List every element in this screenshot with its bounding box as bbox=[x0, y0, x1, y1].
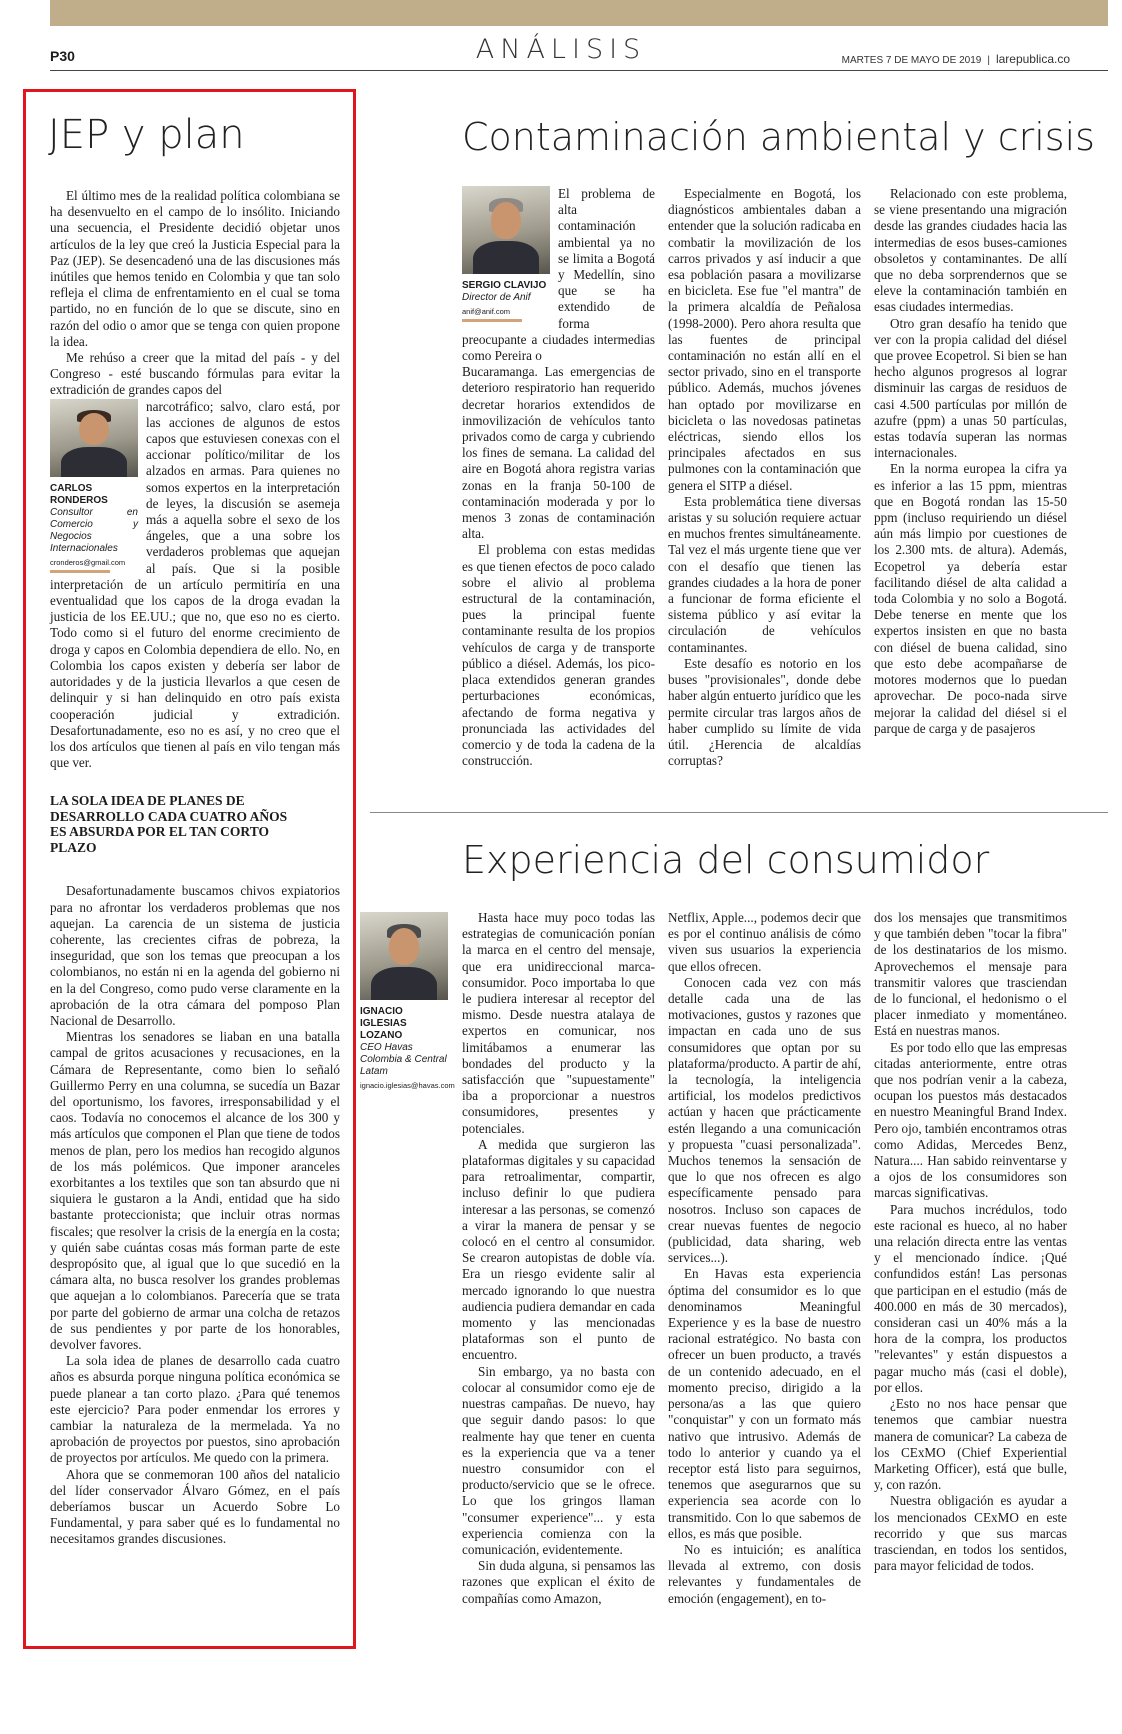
paragraph: En Havas esta experiencia óptima del consumidor es lo que denominamos Meaningful Experience y es la base de nuestro racional estratégico. No basta con ofrecer un buen producto, a través de un contenido adecuado, en el momento preciso, dirigido a la persona/as a las que quiero "conquistar" y con un formato más nativo que intrusivo. Además de todo lo anterior y cuando ya el receptor está listo para seguirnos, tenemos que asegurarnos que su experiencia sea acorde con lo transmitido. Con lo que sabemos de ellos, es más que posible. bbox=[668, 1266, 861, 1541]
paragraph: En la norma europea la cifra ya es inferior a las 15 ppm, mientras que en Bogotá rondan las 15-50 ppm (incluso requiriendo un diésel aún más limpio por cuestiones de los 2.300 mts. de altura). Además, Ecopetrol ya debería estar facilitando diésel de alta calidad a toda Colombia y no solo a Bogotá. Debe tenerse en mente que los expertos insisten en que no basta con diésel de buena calidad, sino que esto debe acompañarse de motores modernos que lo puedan aprovechar. De poco-nada sirve mejorar la calidad del diésel si el parque de carga y de pasajeros bbox=[874, 461, 1067, 736]
section-title: ANÁLISIS bbox=[475, 34, 647, 65]
paragraph: Especialmente en Bogotá, los diagnósticos ambientales daban a entender que la solución radicaba en combatir la movilización de los carros privados y así inducir a que esa población pasara a movilizarse en bicicleta. Ese fue "el mantra" de la primera alcaldía de Peñalosa (1998-2000). Pero ahora resulta que las fuentes de principal contaminación no están allí en el sector privado, sino en el transporte público. Además, muchos jóvenes han optado por movilizarse en bicicleta o las novedosas patinetas eléctricas, siendo ellos los principales afectados en sus pulmones con la contaminación que genera el SITP a diésel. bbox=[668, 186, 861, 493]
paragraph: Hasta hace muy poco todas las estrategias de comunicación ponían la marca en el centro del mensaje, que era unidireccional marca-consumidor. Poco importaba lo que le pudiera interesar al receptor del mismo. Desde nuestra atalaya de expertos en comunicar, nos limitábamos a enumerar las bondades del producto y la satisfacción que "supuestamente" iba a proporcionar a nuestros consumidores, presentes y potenciales. bbox=[462, 910, 655, 1136]
paragraph: Sin embargo, ya no basta con colocar al consumidor como eje de nuestras campañas. De nuevo, hay que seguir dando pasos: lo que realmente hay que tener en cuenta es la experiencia que va a tener nuestro consumidor con el producto/servicio que se le ofrece. Lo que los gringos llaman "consumer experience"... y esta experiencia comienza con la comunicación, evidentemente. bbox=[462, 1363, 655, 1557]
column-jep bbox=[50, 188, 340, 1548]
paragraph: Relacionado con este problema, se viene presentando una migración desde las grandes ciudades hacia las intermedias de esos buses-camiones obsoletos y contaminantes. De allí que no deba sorprendernos que se eleve la contaminación también en esas ciudades intermedias. bbox=[874, 186, 1067, 315]
author-role: CEO Havas Colombia & Central Latam bbox=[360, 1042, 447, 1077]
author-role: Consultor en Comercio y Negocios Internacionales bbox=[50, 506, 138, 554]
headline-experiencia: Experiencia del consumidor bbox=[462, 838, 990, 882]
author-photo bbox=[50, 399, 138, 477]
column-contaminacion-1 bbox=[462, 186, 655, 769]
paragraph: Para muchos incrédulos, todo este racional es hueco, al no haber una relación directa entre las ventas y el mencionado índice. ¡Qué confundidos están! Las personas que participan en el estudio (más de 400.000 en más de 30 mercados), consideran casi un 40% más a la hora de la compra, los productos "relevantes" y están dispuestos a pagar mucho más (casi el doble), por ellos. bbox=[874, 1201, 1067, 1395]
author-photo bbox=[360, 912, 448, 1000]
paragraph: El último mes de la realidad política colombiana se ha desenvuelto en el campo de lo insólito. Iniciando una secuencia, el Presidente decidió objetar unos artículos de la ley que creó la Justicia Especial para la Paz (JEP). Se desencadenó una de las discusiones más inútiles que hemos tenido en Colombia y que tan solo refleja el clima de enfrentamiento en el cual se toma partido, no en función de lo que se discute, sino en razón del odio o amor que se tenga con quien propone la idea. bbox=[50, 188, 340, 349]
paragraph: Conocen cada vez con más detalle cada una de las motivaciones, gustos y razones que impactan en cada uno de sus consumidores que optan por su plataforma/producto. A partir de ahí, la tecnología, la inteligencia artificial, los modelos predictivos actúan y hacen que prácticamente estén llegando a una comunicación y propuesta "cuasi personalizada". Muchos tenemos la sensación de que lo que nos ofrecen es algo específicamente pensado para nosotros. Incluso son capaces de crear nuevas fuentes de negocio (publicidad, data sharing, web services...). bbox=[668, 974, 861, 1266]
column-contaminacion-2 bbox=[668, 186, 861, 769]
paragraph: La sola idea de planes de desarrollo cada cuatro años es absurda porque ninguna política económica se puede planear a tan corto plazo. ¿Para qué tenemos este ejercicio? Para poder enmendar los errores y cambiar la naturaleza de la mermelada. Ya no aprobación de proyectos por puestos, sino aprobación de proyectos por artículos. Me quedo con la primera. bbox=[50, 1353, 340, 1466]
paragraph: A medida que surgieron las plataformas digitales y su capacidad para retroalimentar, compartir, incluso definir lo que pudiera interesar a las personas, se comenzó a virar la manera de pensar y se colocó en el centro al consumidor. Se crearon autopistas de doble vía. Era un riesgo evidente salir al mercado ignorando lo que nuestra audiencia pudiera demandar en cada momento y las mencionadas plataformas son el punto de encuentro. bbox=[462, 1136, 655, 1363]
paragraph: Nuestra obligación es ayudar a los mencionados CExMO en este recorrido y que sus marcas trasciendan, en todos los sentidos, para mayor felicidad de todos. bbox=[874, 1493, 1067, 1574]
paragraph: narcotráfico; salvo, claro está, por las acciones de algunos de estos capos que estuviesen conexas con el accionar político/militar de los alzados en armas. Para quienes no somos expertos en la interpretación de leyes, la discusión se asemeja más a aquella sobre el sexo de los ángeles, que a una sobre los verdaderos problemas que aquejan al país. Que si la posible interpretación de un artículo permitiría en una eventualidad que los capos de la droga evadan la justicia de los EE.UU.; que no, que eso no es cierto. Todo como si el futuro del enorme crecimiento de droga y capos en Colombia dependiera de ello. No, en Colombia los capos existen y debería ser labor de autoridades y de la justicia llevarlos a que cesen de delinquir y si han delinquido en otro país exista cooperación judicial y extradición. Desafortunadamente, eso no es así, y no creo que el los dos artículos que tienen al país en vilo tengan más que ver. bbox=[50, 398, 340, 771]
section-divider bbox=[370, 812, 1108, 813]
author-block bbox=[462, 186, 550, 322]
column-experiencia-1 bbox=[462, 910, 655, 1607]
paragraph: El problema de alta contaminación ambiental ya no se limita a Bogotá y Medellín, sino que se ha extendido de forma preocupante a ciudades intermedias como Pereira o bbox=[462, 186, 655, 364]
header-rule bbox=[50, 70, 1108, 71]
paragraph: Me rehúso a creer que la mitad del país - y del Congreso - esté buscando fórmulas para evitar la extradición de grandes capos del bbox=[50, 350, 340, 398]
paragraph: Desafortunadamente buscamos chivos expiatorios para no afrontar los verdaderos problemas que nos aquejan. La carencia de un sistema de justicia coherente, las crecientes cifras de pobreza, la inseguridad, que son los temas que preocupan a los colombianos, no están ni en la agenda del gobierno ni en la del Congreso, como pudo verse claramente en la aprobación de la otra cámara del pomposo Plan Nacional de Desarrollo. bbox=[50, 883, 340, 1028]
author-email[interactable]: anif@anif.com bbox=[462, 307, 511, 316]
pull-quote: LA SOLA IDEA DE PLANES DE DESARROLLO CADA CUATRO AÑOS ES ABSURDA POR EL TAN CORTO PLAZO bbox=[50, 793, 288, 855]
author-email[interactable]: cronderos@gmail.com bbox=[50, 557, 126, 567]
site-url[interactable]: larepublica.co bbox=[995, 52, 1070, 66]
author-email[interactable]: ignacio.iglesias@havas.com bbox=[360, 1081, 455, 1090]
page-number: P30 bbox=[50, 48, 75, 64]
column-contaminacion-3 bbox=[874, 186, 1067, 737]
top-color-band bbox=[50, 0, 1108, 26]
paragraph: Es por todo ello que las empresas citadas anteriormente, entre otras que nos podrían venir a la cabeza, ocupan los puestos más destacados en nuestro Meaningful Brand Index. Pero ojo, también encontramos otras como Adidas, Mercedes Benz, Natura.... Han sabido reinventarse y a ojos de los consumidores son marcas significativas. bbox=[874, 1039, 1068, 1201]
headline-jep: JEP y plan bbox=[48, 112, 245, 158]
author-name: SERGIO CLAVIJO bbox=[462, 280, 547, 291]
paragraph: Este desafío es notorio en los buses "provisionales", donde debe haber algún entuerto jurídico que les permite circular tras largos años de haber cumplido su límite de vida útil. ¿Herencia de alcaldías corruptas? bbox=[668, 655, 861, 769]
paragraph: Bucaramanga. Las emergencias de deterioro respiratorio han requerido decretar horarios extendidos de inmovilización de vehículos tanto privados como de carga y cubriendo los fines de semana. La calidad del aire en Bogotá ahora registra varias zonas en la franja 50-100 de contaminación moderada y por lo menos 3 zonas de contaminación alta. bbox=[462, 364, 655, 542]
dateline bbox=[842, 52, 1070, 66]
author-photo bbox=[462, 186, 550, 274]
author-block bbox=[360, 912, 455, 1091]
dateline-separator: | bbox=[987, 55, 990, 66]
paragraph: Mientras los senadores se liaban en una batalla campal de gritos acusaciones y recusaciones, en la Cámara de Representante, como bien lo señaló Guillermo Perry en una columna, se sucedía un Bazar del oportunismo, los favores, irresponsabilidad y el caos. Todavía no conocemos el alcance de los 300 y más artículos que componen el Plan que tiene de todos menos de plan, pero los medios han recogido algunos de los más polémicos. Que imponer aranceles exorbitantes a los textiles que son tan absurdo que ni siquiera le gustaron a la Andi, entidad que ha sido bastante proteccionista; que incluir otras normas fiscales; que resolver la crisis de la energía en la costa; y quién sabe cuántas cosas más forman parte de este despropósito que, al igual que lo que sucedió en la cámara alta, no busca resolver los grandes problemas que aquejan a lo colombianos. Parecería que se trata por parte del gobierno de armar una colcha de retazos de sus pendientes y por parte de los honorables, devolver favores. bbox=[50, 1029, 340, 1352]
paragraph: Ahora que se conmemoran 100 años del natalicio del líder conservador Álvaro Gómez, en el país deberíamos buscar un Acuerdo Sobre Lo Fundamental, y para saber qué es lo fundamental no necesitamos grandes discusiones. bbox=[50, 1466, 340, 1547]
author-name: CARLOS RONDEROS bbox=[50, 482, 108, 506]
headline-contaminacion: Contaminación ambiental y crisis bbox=[462, 115, 1095, 159]
paragraph: ¿Esto no nos hace pensar que tenemos que cambiar nuestra manera de comunicar? La cabeza de los CExMO (Chief Experiential Marketing Officer), está que bulle, y, con razón. bbox=[874, 1396, 1067, 1493]
paragraph: dos los mensajes que transmitimos y que también deben "tocar la fibra" de los destinatarios de los mismo. Aprovechemos el mensaje para transmitir valores que trasciendan de lo funcional, el hedonismo o el placer inmediato y momentáneo. Está en nuestras manos. bbox=[874, 910, 1067, 1039]
column-experiencia-2 bbox=[668, 910, 861, 1607]
author-block bbox=[50, 399, 138, 573]
author-role: Director de Anif bbox=[462, 292, 531, 303]
author-accent-line bbox=[462, 319, 522, 322]
paragraph: No es intuición; es analítica llevada al extremo, con dosis relevantes y fundamentales de emoción (engagement), en to- bbox=[668, 1541, 861, 1606]
paragraph: El problema con estas medidas es que tienen efectos de poco calado sobre el alivio al problema estructural de la contaminación, pues la principal fuente contaminante resulta de los propios vehículos de carga y de transporte público a diésel. Además, los pico-placa extendidos generan grandes perturbaciones económicas, afectando de forma negativa y pronunciada las actividades del comercio y de toda la cadena de la construcción. bbox=[462, 542, 655, 769]
paragraph: Otro gran desafío ha tenido que ver con la propia calidad del diésel que provee Ecopetrol. Si bien se han hecho algunos progresos al lograr disminuir las cargas de residuos de casi 4.500 partículas por millón de azufre (ppm) a unas 50 partículas, estas todavía superan las normas internacionales. bbox=[874, 315, 1067, 461]
author-accent-line bbox=[50, 570, 110, 573]
paragraph: Sin duda alguna, si pensamos las razones que explican el éxito de compañías como Amazon, bbox=[462, 1558, 655, 1606]
column-experiencia-3 bbox=[874, 910, 1067, 1574]
issue-date: MARTES 7 DE MAYO DE 2019 bbox=[841, 55, 982, 66]
paragraph: Netflix, Apple..., podemos decir que es por el continuo análisis de cómo viven sus usuarios la experiencia que ellos ofrecen. bbox=[668, 910, 861, 974]
author-name: IGNACIO IGLESIAS LOZANO bbox=[360, 1006, 407, 1041]
paragraph: Esta problemática tiene diversas aristas y su solución requiere actuar en muchos frentes simultáneamente. Tal vez el más urgente tiene que ver con el desafío que tienen las grandes ciudades a la hora de poner a funcionar de forma eficiente el sistema público y así evitar la circulación de vehículos contaminantes. bbox=[668, 493, 861, 655]
